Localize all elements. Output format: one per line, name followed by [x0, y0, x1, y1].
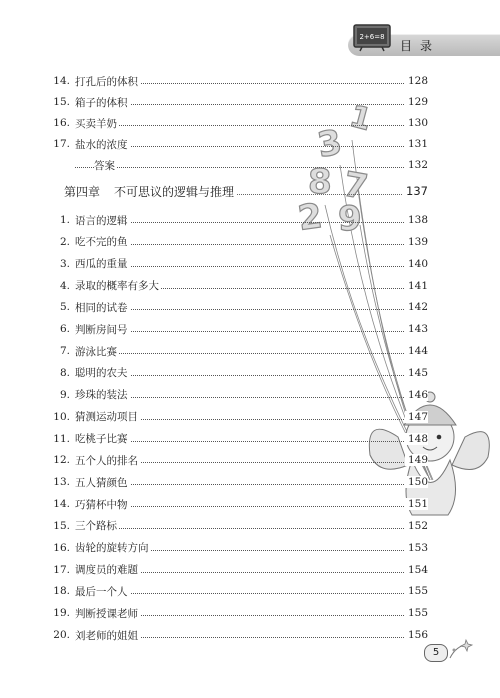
- toc-entry[interactable]: [0, 430, 500, 448]
- toc-entry[interactable]: [0, 408, 500, 426]
- entry-number: 1.: [59, 214, 70, 226]
- toc-entry[interactable]: [0, 72, 500, 90]
- entry-title: 五人猜颜色: [75, 476, 128, 489]
- entry-title: 游泳比赛: [75, 345, 117, 358]
- entry-number: 9.: [59, 388, 70, 401]
- entry-page: 144: [405, 345, 428, 357]
- entry-page: 132: [405, 159, 428, 171]
- entry-page: 142: [405, 301, 428, 313]
- entry-number: 15.: [53, 519, 70, 532]
- entry-page: 130: [405, 117, 428, 129]
- entry-number: 13.: [53, 476, 70, 489]
- entry-page: 153: [405, 542, 428, 554]
- entry-title: 聪明的农夫: [75, 367, 128, 380]
- entry-title: 判断房间号: [75, 323, 128, 336]
- toc-entry[interactable]: [0, 364, 500, 382]
- chapter-heading[interactable]: [0, 182, 500, 200]
- entry-page: 138: [405, 214, 428, 226]
- entry-number: 12.: [53, 454, 70, 467]
- entry-title: 箱子的体积: [75, 96, 128, 109]
- entry-number: 16.: [53, 541, 70, 554]
- toc-entry[interactable]: [0, 495, 500, 513]
- entry-page: 155: [405, 607, 428, 619]
- sparkle-icon: [446, 638, 474, 664]
- entry-title: 盐水的浓度: [75, 138, 128, 151]
- toc-entry[interactable]: [0, 539, 500, 557]
- entry-page: 141: [405, 280, 428, 292]
- toc-entry[interactable]: [0, 517, 500, 535]
- entry-number: 8.: [59, 366, 70, 379]
- entry-number: 20.: [53, 629, 70, 642]
- entry-page: 154: [405, 564, 428, 576]
- entry-title: 珍珠的装法: [75, 389, 128, 402]
- entry-number: 2.: [59, 235, 70, 248]
- toc-entry[interactable]: [0, 320, 500, 338]
- entry-number: 6.: [59, 323, 70, 336]
- entry-number: 15.: [53, 96, 70, 108]
- balloon-digit: 8: [308, 162, 332, 202]
- entry-page: 131: [405, 138, 428, 150]
- entry-title: 西瓜的重量: [75, 258, 128, 271]
- toc-entry[interactable]: [0, 298, 500, 316]
- toc-entry[interactable]: [0, 626, 500, 644]
- dot-leader: [75, 353, 428, 354]
- chapter-label: 第四章: [64, 184, 101, 199]
- toc-entry[interactable]: [0, 233, 500, 251]
- entry-title: 最后一个人: [75, 585, 128, 598]
- entry-page: 149: [405, 454, 428, 466]
- entry-page: 146: [405, 389, 428, 401]
- entry-page: 147: [405, 411, 428, 423]
- entry-number: 5.: [59, 301, 70, 314]
- entry-number: 16.: [53, 117, 70, 129]
- entry-title: 巧猜杯中物: [75, 498, 128, 511]
- toc-entry[interactable]: [0, 386, 500, 404]
- entry-title: 吃桃子比赛: [75, 433, 128, 445]
- toc-entry[interactable]: [0, 211, 500, 229]
- toc-entry[interactable]: [0, 604, 500, 622]
- entry-page: 129: [405, 96, 428, 108]
- balloon-digit: 2: [295, 196, 325, 239]
- dot-leader: [75, 167, 428, 168]
- entry-title: 相同的试卷: [75, 301, 128, 314]
- entry-number: 19.: [53, 607, 70, 620]
- toc-entry[interactable]: [0, 473, 500, 491]
- entry-page: 150: [405, 476, 428, 488]
- toc-entry[interactable]: [0, 114, 500, 132]
- entry-number: 3.: [59, 257, 70, 270]
- balloon-digit: 9: [338, 199, 362, 239]
- entry-number: 14.: [53, 498, 70, 511]
- dot-leader: [75, 528, 428, 529]
- toc-entry[interactable]: [0, 582, 500, 600]
- toc-entry[interactable]: [0, 156, 500, 174]
- entry-number: 17.: [53, 138, 70, 150]
- toc-entry[interactable]: [0, 277, 500, 295]
- entry-title: 齿轮的旋转方向: [75, 542, 149, 555]
- entry-number: 17.: [53, 563, 70, 576]
- entry-title: 吃不完的鱼: [75, 236, 128, 249]
- section-title: 目录: [400, 39, 441, 53]
- entry-number: 10.: [53, 410, 70, 423]
- entry-title: 三个路标: [75, 520, 117, 533]
- entry-number: 11.: [53, 432, 70, 445]
- entry-page: 143: [405, 323, 428, 335]
- dot-leader: [75, 125, 428, 126]
- entry-number: 4.: [59, 279, 70, 292]
- entry-number: 18.: [53, 585, 70, 598]
- toc-entry[interactable]: [0, 451, 500, 469]
- entry-page: 155: [405, 585, 428, 597]
- entry-number: 7.: [59, 345, 70, 358]
- entry-title: 打孔后的体积: [75, 75, 138, 88]
- entry-page: 139: [405, 236, 428, 248]
- toc-entry[interactable]: [0, 255, 500, 273]
- toc-entry[interactable]: [0, 561, 500, 579]
- balloon-digit: 1: [345, 98, 376, 139]
- entry-page: 156: [405, 629, 428, 641]
- entry-title: 语言的逻辑: [75, 214, 128, 227]
- page-number: 5: [424, 644, 448, 662]
- entry-page: 152: [405, 520, 428, 532]
- entry-page: 137: [403, 184, 428, 198]
- entry-title: 答案: [94, 159, 115, 172]
- toc-entry[interactable]: [0, 135, 500, 153]
- entry-title: 猜测运动项目: [75, 411, 138, 424]
- entry-title: 判断授课老师: [75, 607, 138, 620]
- entry-title: 五个人的排名: [75, 454, 138, 467]
- entry-page: 140: [405, 258, 428, 270]
- entry-page: 151: [405, 498, 428, 510]
- entry-page: 128: [405, 75, 428, 87]
- chapter-name: 不可思议的逻辑与推理: [114, 184, 235, 199]
- entry-page: 148: [405, 433, 428, 445]
- entry-title: 买卖羊奶: [75, 117, 117, 130]
- entry-page: 145: [405, 367, 428, 379]
- board-text: 2+6=8: [359, 33, 385, 41]
- entry-title: 刘老师的姐姐: [75, 629, 138, 642]
- balloon-digit: 3: [314, 122, 345, 166]
- toc-entry[interactable]: [0, 342, 500, 360]
- entry-title: 调度员的难题: [75, 564, 138, 577]
- balloon-digit: 7: [340, 164, 371, 208]
- toc-entry[interactable]: [0, 93, 500, 111]
- entry-title: 录取的概率有多大: [75, 280, 159, 293]
- entry-number: 14.: [53, 75, 70, 87]
- chapter-title: [64, 183, 237, 200]
